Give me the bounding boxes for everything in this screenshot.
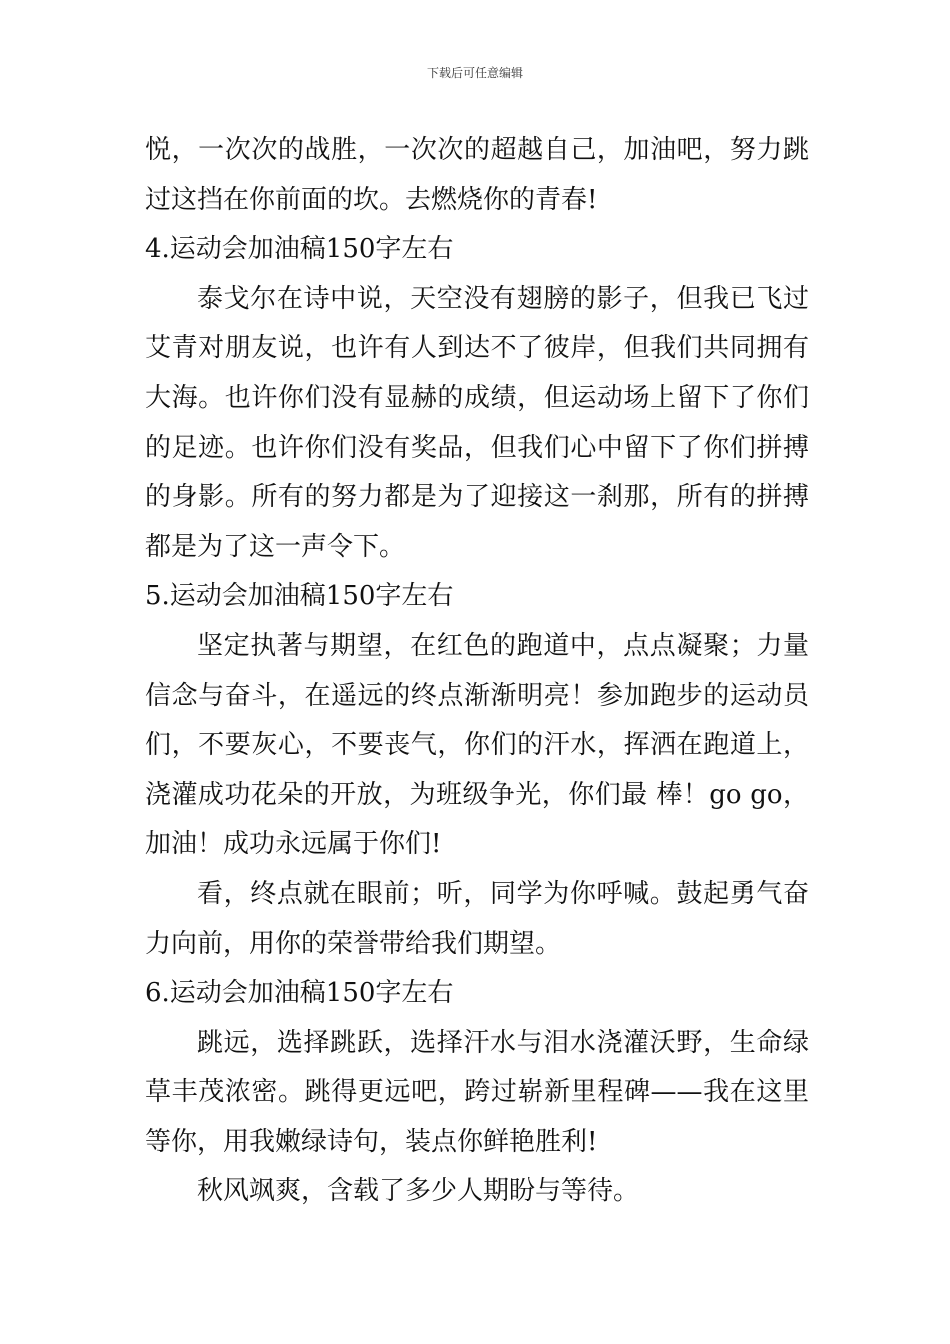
document-body	[145, 126, 809, 1217]
text-line: 信念与奋斗，在遥远的终点渐渐明亮！参加跑步的运动员	[145, 680, 809, 711]
paragraph-first-line: 坚定执著与期望，在红色的跑道中，点点凝聚；力量	[197, 630, 809, 661]
text-line: 大海。也许你们没有显赫的成绩，但运动场上留下了你们	[145, 382, 809, 413]
page-header-note: 下载后可任意编辑	[426, 66, 523, 80]
section-heading: 6.运动会加油稿150字左右	[145, 978, 454, 1009]
text-line: 加油！成功永远属于你们!	[145, 829, 442, 860]
text-line: 都是为了这一声令下。	[145, 531, 406, 562]
text-line: 等你，用我嫩绿诗句，装点你鲜艳胜利!	[145, 1126, 598, 1157]
text-line: 艾青对朋友说，也许有人到达不了彼岸，但我们共同拥有	[145, 333, 809, 364]
text-line: 的身影。所有的努力都是为了迎接这一刹那，所有的拼搏	[145, 482, 809, 513]
text-line: 们，不要灰心，不要丧气，你们的汗水，挥洒在跑道上，	[145, 730, 809, 761]
text-line: 悦，一次次的战胜，一次次的超越自己，加油吧，努力跳	[145, 135, 809, 165]
text-line: 力向前，用你的荣誉带给我们期望。	[145, 928, 562, 959]
paragraph-first-line: 跳远，选择跳跃，选择汗水与泪水浇灌沃野，生命绿	[197, 1027, 809, 1058]
paragraph-first-line: 看，终点就在眼前；听，同学为你呼喊。鼓起勇气奋	[197, 878, 809, 909]
text-line: 过这挡在你前面的坎。去燃烧你的青春!	[145, 184, 598, 215]
section-heading: 5.运动会加油稿150字左右	[145, 581, 454, 612]
section-heading: 4.运动会加油稿150字左右	[145, 234, 454, 265]
paragraph-first-line: 泰戈尔在诗中说，天空没有翅膀的影子，但我已飞过	[197, 283, 809, 314]
text-line: 草丰茂浓密。跳得更远吧，跨过崭新里程碑——我在这里	[145, 1077, 809, 1108]
paragraph-first-line: 秋风飒爽，含载了多少人期盼与等待。	[197, 1176, 640, 1207]
text-line: 的足迹。也许你们没有奖品，但我们心中留下了你们拼搏	[145, 432, 809, 463]
text-line: 浇灌成功花朵的开放，为班级争光，你们最 棒！go go，	[145, 779, 809, 810]
